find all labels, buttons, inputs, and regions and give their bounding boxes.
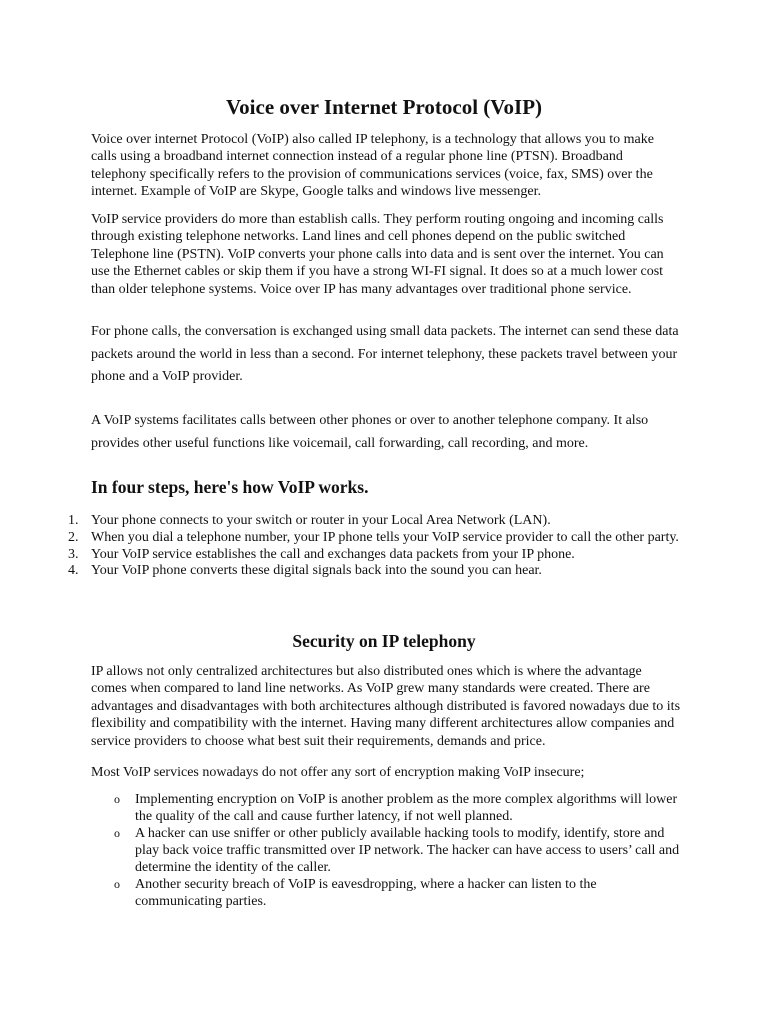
step-number: 2. <box>68 529 79 545</box>
bullet-text: A hacker can use sniffer or other publicly available hacking tools to modify, identify, store and play back voice traffic transmitted over IP network. The hacker can have access to users’ call and determine the identity of the caller. <box>135 826 680 875</box>
steps-heading: In four steps, here's how VoIP works. <box>91 477 369 497</box>
list-item <box>0 876 680 910</box>
document-title: Voice over Internet Protocol (VoIP) <box>225 95 543 119</box>
encryption-paragraph: Most VoIP services nowadays do not offer any sort of encryption making VoIP insecure; <box>91 765 585 780</box>
bullet-marker: o <box>114 826 120 840</box>
security-bullet-list <box>0 791 768 910</box>
step-item <box>0 530 768 547</box>
architecture-paragraph: IP allows not only centralized architectures but also distributed ones which is where the advantage comes when compared to land line networks. As VoIP grew many standards were created. There are advantages and disadvantages with both architectures although distributed is favored nowadays due to its flexibility and compatibility with the internet. Having many different architectures allow companies and service providers to choose what best suit their requirements, demands and price. <box>91 664 681 749</box>
steps-list <box>0 513 768 580</box>
security-heading: Security on IP telephony <box>292 631 476 651</box>
packets-paragraph: For phone calls, the conversation is exchanged using small data packets. The internet can send these data packets around the world in less than a second. For internet telephony, these packets travel between your phone and a VoIP provider. <box>91 324 679 384</box>
providers-paragraph: VoIP service providers do more than establish calls. They perform routing ongoing and incoming calls through existing telephone networks. Land lines and cell phones depend on the public switched Telephone line (PSTN). VoIP converts your phone calls into data and is sent over the internet. You can use the Ethernet cables or skip them if you have a strong WI-FI signal. It does so at a much lower cost than older telephone systems. Voice over IP has many advantages over traditional phone service. <box>91 212 664 297</box>
step-number: 3. <box>68 546 79 562</box>
features-paragraph: A VoIP systems facilitates calls between other phones or over to another telephone company. It also provides other useful functions like voicemail, call forwarding, call recording, and more. <box>91 413 649 451</box>
step-text: Your VoIP phone converts these digital signals back into the sound you can hear. <box>91 563 542 579</box>
step-number: 4. <box>68 563 79 579</box>
step-item <box>0 547 768 564</box>
step-text: When you dial a telephone number, your IP phone tells your VoIP service provider to call the other party. <box>91 529 679 545</box>
step-text: Your phone connects to your switch or router in your Local Area Network (LAN). <box>91 513 551 528</box>
bullet-text: Implementing encryption on VoIP is another problem as the more complex algorithms will lower the quality of the call and cause further latency, if not well planned. <box>135 792 678 824</box>
bullet-text: Another security breach of VoIP is eavesdropping, where a hacker can listen to the communicating parties. <box>135 877 597 909</box>
intro-paragraph: Voice over internet Protocol (VoIP) also called IP telephony, is a technology that allows you to make calls using a broadband internet connection instead of a regular phone line (PTSN). Broadband telephony specifically refers to the provision of communications services (voice, fax, SMS) over the internet. Example of VoIP are Skype, Google talks and windows live messenger. <box>91 132 654 200</box>
step-number: 1. <box>68 513 79 528</box>
list-item <box>0 791 680 825</box>
step-item <box>0 563 768 580</box>
step-text: Your VoIP service establishes the call and exchanges data packets from your IP phone. <box>91 546 575 562</box>
bullet-marker: o <box>114 877 120 891</box>
step-item <box>0 513 768 530</box>
list-item <box>0 825 680 876</box>
bullet-marker: o <box>114 792 120 806</box>
